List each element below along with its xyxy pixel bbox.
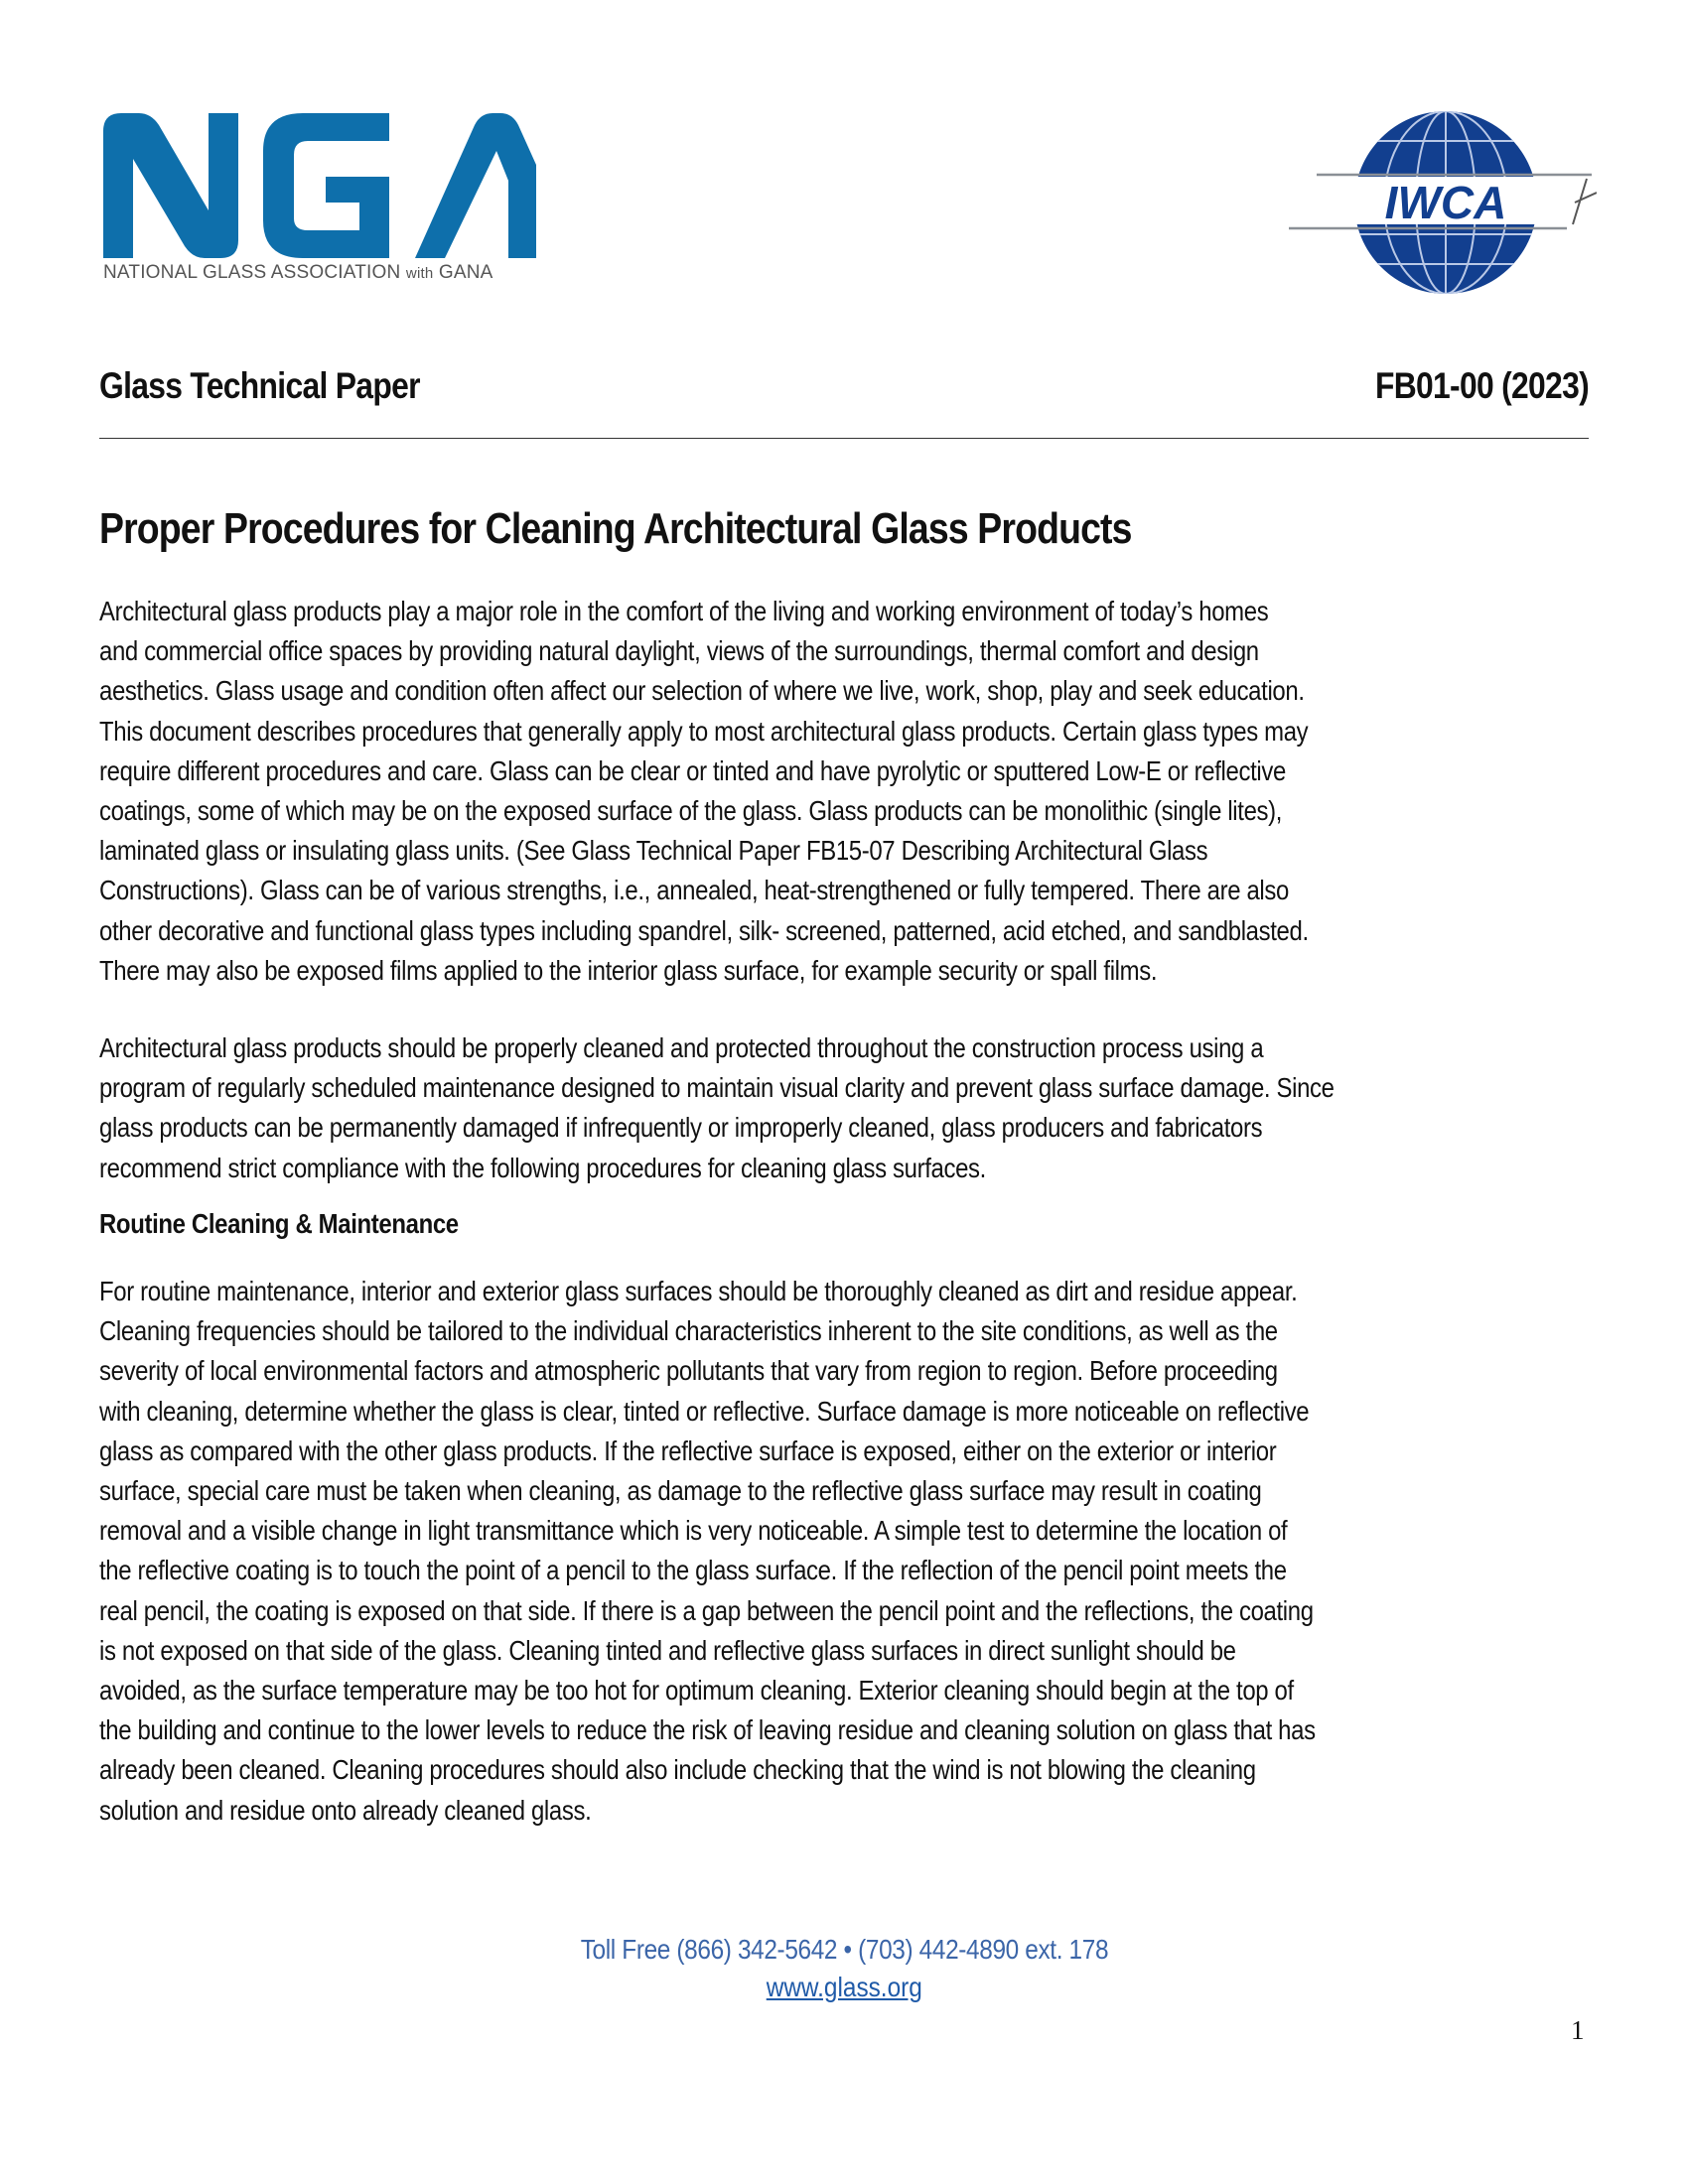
text-line: program of regularly scheduled maintenance designed to maintain visual clarity and prevent glass surface damage. Since [99, 1072, 1335, 1104]
document-code: FB01-00 (2023) [1375, 365, 1589, 406]
text-line: require different procedures and care. Glass can be clear or tinted and have pyrolytic or sputtered Low-E or reflective [99, 754, 1286, 786]
text-line: severity of local environmental factors and atmospheric pollutants that vary from region to region. Before proceeding [99, 1355, 1278, 1387]
page-number: 1 [1571, 2015, 1585, 2045]
page-footer [0, 1934, 1688, 2003]
text-line: surface, special care must be taken when cleaning, as damage to the reflective glass surface may result in coating [99, 1475, 1262, 1507]
nga-tagline [103, 262, 493, 284]
text-line: Constructions). Glass can be of various strengths, i.e., annealed, heat-strengthened or fully tempered. There are also [99, 875, 1289, 906]
text-line: is not exposed on that side of the glass. Cleaning tinted and reflective glass surfaces in direct sunlight should be [99, 1634, 1236, 1666]
protection-paragraph [99, 1028, 1447, 1188]
header-divider [99, 438, 1589, 439]
svg-text:IWCA: IWCA [1384, 177, 1507, 228]
nga-logo [99, 111, 536, 290]
nga-tagline-with: with [405, 265, 434, 282]
text-line: For routine maintenance, interior and exterior glass surfaces should be thoroughly cleaned as dirt and residue appear. [99, 1276, 1298, 1306]
text-line: real pencil, the coating is exposed on that side. If there is a gap between the pencil point and the reflections, the coating [99, 1594, 1314, 1626]
nga-logo-mark-icon [99, 111, 536, 260]
text-line: the building and continue to the lower levels to reduce the risk of leaving residue and cleaning solution on glass that has [99, 1714, 1316, 1746]
nga-tagline-main: NATIONAL GLASS ASSOCIATION [103, 262, 401, 283]
text-line: other decorative and functional glass types including spandrel, silk- screened, patterned, acid etched, and sandblasted. [99, 914, 1309, 946]
text-line: avoided, as the surface temperature may be too hot for optimum cleaning. Exterior cleaning should begin at the top of [99, 1675, 1294, 1706]
footer-contact-phones: Toll Free (866) 342-5642 • (703) 442-4890 ext. 178 [580, 1934, 1108, 1965]
document-header [99, 365, 1589, 417]
footer-website-link[interactable]: www.glass.org [766, 1972, 922, 2002]
text-line: aesthetics. Glass usage and condition often affect our selection of where we live, work, shop, play and seek education. [99, 675, 1305, 707]
text-line: Architectural glass products should be properly cleaned and protected throughout the construction process using a [99, 1032, 1264, 1063]
text-line: already been cleaned. Cleaning procedures should also include checking that the wind is not blowing the cleaning [99, 1754, 1256, 1786]
text-line: recommend strict compliance with the following procedures for cleaning glass surfaces. [99, 1152, 986, 1183]
nga-tagline-end: GANA [438, 262, 493, 283]
iwca-globe-logo-icon [1269, 105, 1597, 300]
text-line: coatings, some of which may be on the exposed surface of the glass. Glass products can be monolithic (single lites), [99, 795, 1283, 827]
routine-cleaning-paragraph [99, 1272, 1447, 1831]
text-line: the reflective coating is to touch the point of a pencil to the glass surface. If the reflection of the pencil point meets the [99, 1555, 1287, 1586]
document-type: Glass Technical Paper [99, 365, 420, 406]
section-heading-routine-cleaning: Routine Cleaning & Maintenance [99, 1208, 459, 1239]
text-line: Cleaning frequencies should be tailored to the individual characteristics inherent to the site conditions, as well as the [99, 1315, 1278, 1347]
text-line: laminated glass or insulating glass units. (See Glass Technical Paper FB15-07 Describing Architectural Glass [99, 835, 1208, 867]
intro-paragraph [99, 592, 1447, 991]
text-line: glass products can be permanently damaged if infrequently or improperly cleaned, glass producers and fabricators [99, 1112, 1263, 1144]
text-line: with cleaning, determine whether the glass is clear, tinted or reflective. Surface damage is more noticeable on reflective [99, 1395, 1310, 1427]
text-line: solution and residue onto already cleaned glass. [99, 1794, 592, 1826]
text-line: removal and a visible change in light transmittance which is very noticeable. A simple test to determine the location of [99, 1515, 1288, 1547]
text-line: and commercial office spaces by providing natural daylight, views of the surroundings, thermal comfort and design [99, 635, 1259, 667]
text-line: This document describes procedures that generally apply to most architectural glass products. Certain glass types may [99, 715, 1309, 747]
text-line: Architectural glass products play a major role in the comfort of the living and working environment of today’s homes [99, 596, 1269, 626]
text-line: There may also be exposed films applied to the interior glass surface, for example security or spall films. [99, 954, 1158, 986]
page-title: Proper Procedures for Cleaning Architectural Glass Products [99, 504, 1132, 553]
text-line: glass as compared with the other glass products. If the reflective surface is exposed, either on the exterior or interior [99, 1434, 1277, 1466]
